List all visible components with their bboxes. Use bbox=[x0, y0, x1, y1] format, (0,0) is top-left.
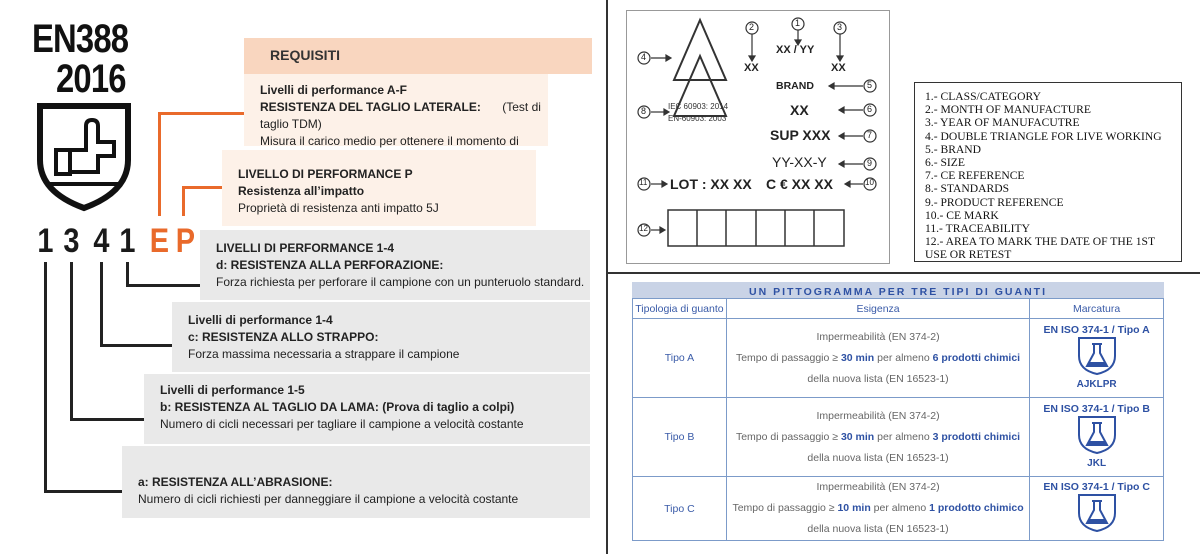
legend-item: 12.- AREA TO MARK THE DATE OF THE 1ST USE OR RETEST bbox=[925, 235, 1155, 262]
connector-c bbox=[100, 262, 103, 346]
connector-c-h bbox=[100, 344, 172, 347]
box-blade-cut-title: b: RESISTENZA AL TAGLIO DA LAMA: (Prova di taglio a colpi) bbox=[160, 400, 515, 414]
legend-item: 8.- STANDARDS bbox=[925, 182, 1010, 196]
num-8: 8 bbox=[641, 106, 647, 116]
row-marking bbox=[1030, 398, 1164, 477]
ce-mark-text: C € XX XX bbox=[766, 176, 833, 192]
num-7: 7 bbox=[867, 130, 873, 140]
req-time: 10 min bbox=[837, 502, 871, 514]
connector-e bbox=[158, 114, 161, 216]
month-year-text: XX / YY bbox=[776, 44, 815, 56]
legend-item: 6.- SIZE bbox=[925, 156, 965, 170]
box-abrasion-title: a: RESISTENZA ALL’ABRASIONE: bbox=[138, 475, 333, 489]
header-type: Tipologia di guanto bbox=[633, 299, 727, 319]
req-impermeability: Impermeabilità (EN 374-2) bbox=[816, 330, 940, 343]
legend-item: 2.- MONTH OF MANUFACTURE bbox=[925, 103, 1091, 117]
req-time: 30 min bbox=[840, 351, 875, 364]
glove-types-table bbox=[632, 298, 1164, 541]
connector-d bbox=[126, 262, 129, 286]
req-list: della nuova lista (EN 16523-1) bbox=[807, 372, 949, 385]
digit-a: 1 bbox=[37, 222, 54, 260]
box-cut-tdm-title: RESISTENZA DEL TAGLIO LATERALE: bbox=[260, 100, 481, 114]
legend-item: 11.- TRACEABILITY bbox=[925, 222, 1030, 236]
num-2: 2 bbox=[749, 22, 755, 32]
legend-item: 5.- BRAND bbox=[925, 142, 982, 156]
digit-p: P bbox=[175, 222, 195, 260]
legend-item: 10.- CE MARK bbox=[925, 208, 999, 222]
table-row bbox=[633, 398, 1164, 477]
connector-a bbox=[44, 262, 47, 492]
req-chemicals: 6 prodotti chimici bbox=[932, 351, 1021, 364]
req-time: 30 min bbox=[840, 430, 875, 443]
marking-label: EN ISO 374-1 / Tipo A bbox=[1043, 324, 1150, 336]
digit-d: 1 bbox=[119, 222, 136, 260]
row-requirement bbox=[726, 398, 1029, 477]
iec-standard: IEC 60903: 2014 bbox=[668, 102, 729, 111]
box-tear-desc: Forza massima necessaria a strappare il campione bbox=[188, 347, 460, 361]
box-blade-cut-desc: Numero di cicli necessari per tagliare il campione a velocità costante bbox=[160, 417, 524, 431]
req-min-label: per almeno bbox=[874, 430, 933, 443]
legend-item: 7.- CE REFERENCE bbox=[925, 169, 1025, 183]
num-6: 6 bbox=[867, 104, 873, 114]
legend-item: 4.- DOUBLE TRIANGLE FOR LIVE WORKING bbox=[925, 129, 1162, 143]
box-impact bbox=[222, 150, 536, 226]
connector-b-h bbox=[70, 418, 144, 421]
standard-year: 2016 bbox=[56, 57, 126, 101]
chemical-flask-icon bbox=[1075, 336, 1119, 376]
num-9: 9 bbox=[867, 158, 873, 168]
standard-title: EN388 bbox=[32, 17, 129, 61]
box-puncture-desc: Forza richiesta per perforare il campione con un punteruolo standard. bbox=[216, 275, 585, 289]
ce-reference-text: SUP XXX bbox=[770, 127, 831, 143]
box-tear-title: c: RESISTENZA ALLO STRAPPO: bbox=[188, 330, 379, 344]
box-cut-tdm-desc: Misura il carico medio per ottenere il momento di bbox=[260, 134, 519, 148]
product-reference-text: YY-XX-Y bbox=[772, 154, 827, 170]
num-11: 11 bbox=[639, 178, 648, 187]
req-min-label: per almeno bbox=[870, 502, 930, 514]
box-cut-tdm-test: (Test di taglio TDM) bbox=[260, 100, 541, 131]
box-impact-level: LIVELLO DI PERFORMANCE P bbox=[238, 167, 413, 181]
requisiti-label: REQUISITI bbox=[270, 47, 341, 63]
req-list: della nuova lista (EN 16523-1) bbox=[807, 523, 949, 535]
marking-code: JKL bbox=[1087, 458, 1107, 469]
table-row bbox=[633, 319, 1164, 398]
row-marking bbox=[1030, 477, 1164, 541]
digit-c: 4 bbox=[93, 222, 110, 260]
req-impermeability: Impermeabilità (EN 374-2) bbox=[816, 481, 940, 493]
marking-legend bbox=[914, 82, 1182, 262]
num-4: 4 bbox=[641, 52, 647, 62]
box-puncture-level: LIVELLI DI PERFORMANCE 1-4 bbox=[216, 241, 395, 255]
box-cut-tdm-level: Livelli di performance A-F bbox=[260, 83, 407, 97]
box-cut-tdm bbox=[244, 74, 548, 146]
marking-label: EN ISO 374-1 / Tipo C bbox=[1043, 481, 1150, 493]
req-min-label: per almeno bbox=[874, 351, 933, 364]
lot-text: LOT : XX XX bbox=[670, 176, 752, 192]
box-tear bbox=[172, 302, 590, 372]
connector-b bbox=[70, 262, 73, 420]
chemical-flask-icon bbox=[1075, 415, 1119, 455]
connector-p-h bbox=[182, 186, 222, 189]
horizontal-divider bbox=[606, 272, 1200, 274]
legend-item: 9.- PRODUCT REFERENCE bbox=[925, 195, 1064, 209]
vertical-divider bbox=[606, 0, 608, 554]
header-requirement: Esigenza bbox=[726, 299, 1029, 319]
num-3: 3 bbox=[837, 22, 843, 32]
year-text: XX bbox=[831, 62, 846, 74]
requisiti-header bbox=[244, 38, 592, 74]
box-abrasion-desc: Numero di cicli richiesti per danneggiare il campione a velocità costante bbox=[138, 492, 519, 506]
num-1: 1 bbox=[795, 18, 801, 28]
table-row bbox=[633, 477, 1164, 541]
req-chemicals: 3 prodotti chimici bbox=[932, 430, 1021, 443]
month-text: XX bbox=[744, 62, 759, 74]
req-impermeability: Impermeabilità (EN 374-2) bbox=[816, 409, 940, 422]
row-marking bbox=[1030, 319, 1164, 398]
shield-hand-icon bbox=[34, 100, 134, 212]
connector-a-h bbox=[44, 490, 122, 493]
box-puncture bbox=[200, 230, 590, 300]
marking-label: EN ISO 374-1 / Tipo B bbox=[1043, 403, 1150, 415]
connector-e-h bbox=[158, 112, 244, 115]
box-blade-cut-level: Livelli di performance 1-5 bbox=[160, 383, 305, 397]
box-puncture-title: d: RESISTENZA ALLA PERFORAZIONE: bbox=[216, 258, 444, 272]
box-impact-title: Resistenza all’impatto bbox=[238, 184, 365, 198]
row-type: Tipo B bbox=[633, 398, 727, 477]
num-10: 10 bbox=[865, 178, 874, 187]
req-time-label: Tempo di passaggio ≥ bbox=[735, 351, 841, 364]
table-title: UN PITTOGRAMMA PER TRE TIPI DI GUANTI bbox=[748, 286, 1047, 298]
box-impact-desc: Proprietà di resistenza anti impatto 5J bbox=[238, 201, 439, 215]
box-blade-cut bbox=[144, 374, 590, 444]
box-abrasion bbox=[122, 446, 590, 518]
req-time-label: Tempo di passaggio ≥ bbox=[735, 430, 841, 443]
brand-text: BRAND bbox=[776, 80, 814, 92]
header-marking: Marcatura bbox=[1030, 299, 1164, 319]
legend-item: 1.- CLASS/CATEGORY bbox=[925, 90, 1041, 103]
req-chemicals: 1 prodotto chimico bbox=[929, 502, 1024, 514]
row-requirement bbox=[726, 477, 1029, 541]
row-type: Tipo C bbox=[633, 477, 727, 541]
row-type: Tipo A bbox=[633, 319, 727, 398]
digit-b: 3 bbox=[63, 222, 80, 260]
row-requirement bbox=[726, 319, 1029, 398]
digit-e: E bbox=[149, 222, 169, 260]
table-title-bar bbox=[632, 282, 1164, 298]
req-list: della nuova lista (EN 16523-1) bbox=[807, 451, 949, 464]
connector-d-h bbox=[126, 284, 200, 287]
size-text: XX bbox=[790, 102, 809, 118]
marking-code: AJKLPR bbox=[1076, 379, 1117, 390]
marking-graphics bbox=[626, 10, 890, 264]
connector-p bbox=[182, 188, 185, 216]
chemical-flask-icon bbox=[1075, 493, 1119, 533]
box-tear-level: Livelli di performance 1-4 bbox=[188, 313, 333, 327]
req-time-label: Tempo di passaggio ≥ bbox=[732, 502, 838, 514]
en-standard: EN-60903: 2003 bbox=[668, 114, 727, 123]
legend-item: 3.- YEAR OF MANUFACUTRE bbox=[925, 116, 1080, 130]
num-12: 12 bbox=[639, 224, 648, 233]
num-5: 5 bbox=[867, 80, 873, 90]
